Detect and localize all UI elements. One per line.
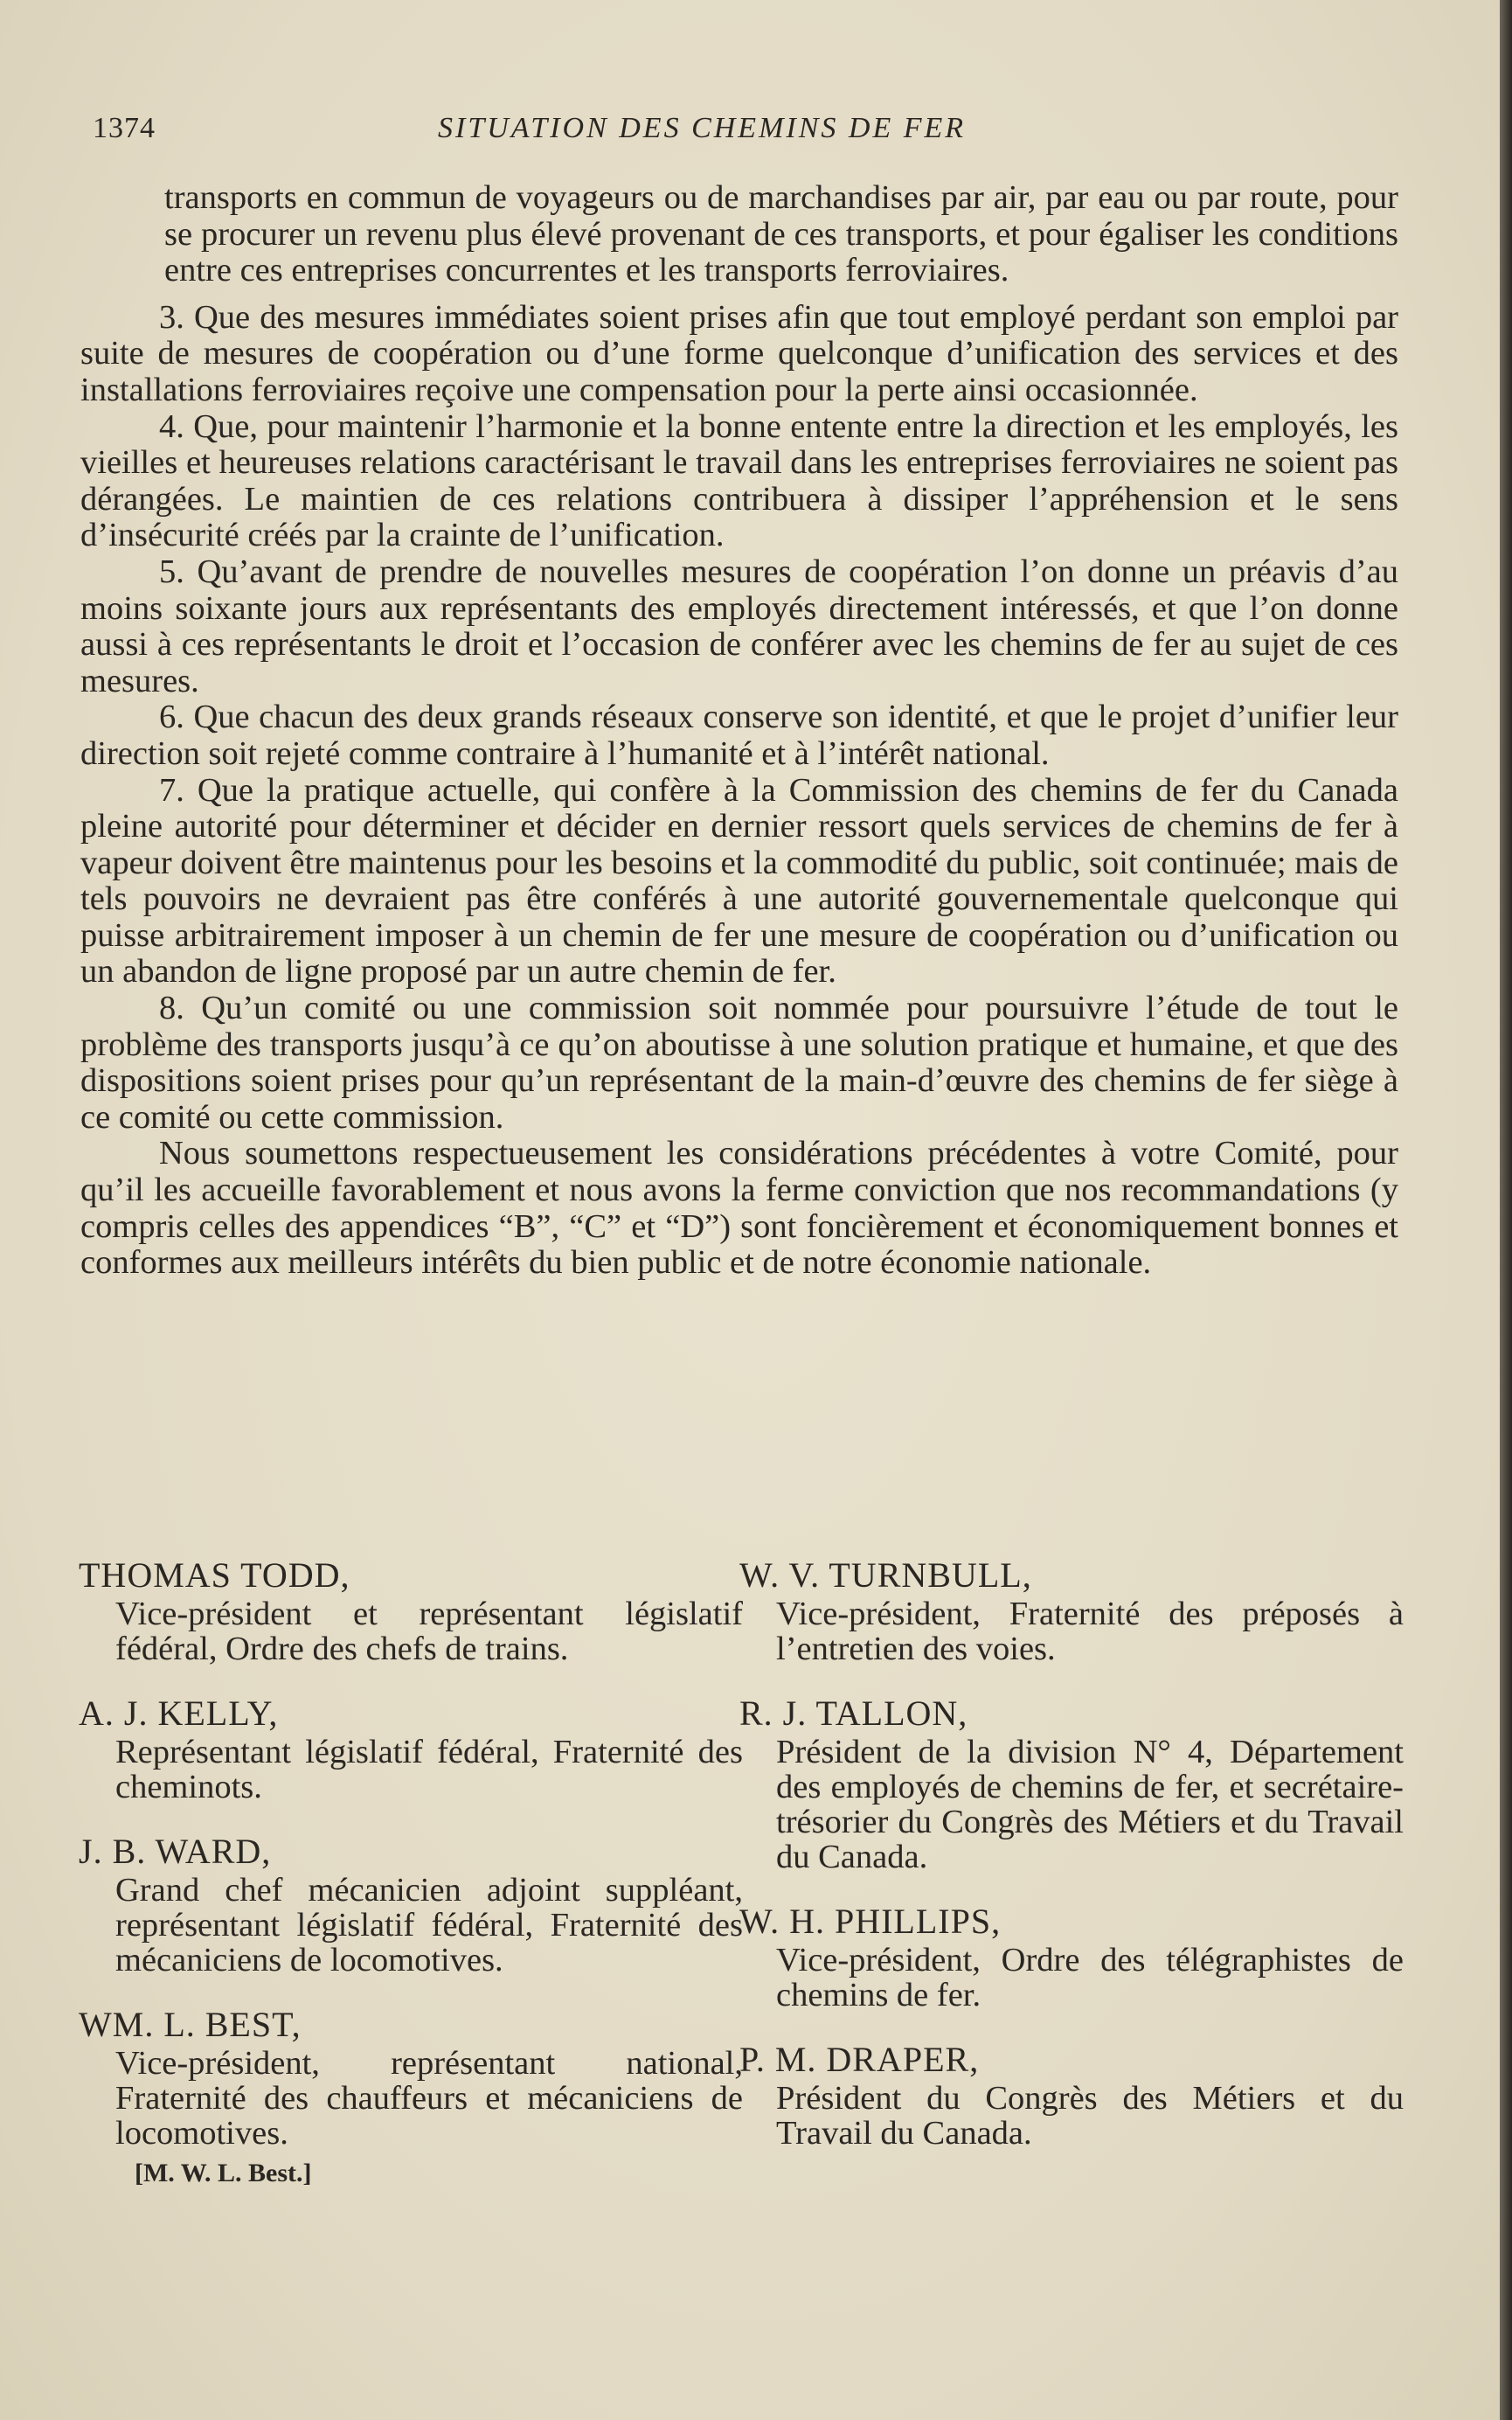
signatory-name: J. B. WARD, [79, 1832, 272, 1871]
signature-block [739, 1555, 1404, 1667]
signatory-name: P. M. DRAPER, [739, 2040, 980, 2079]
page-edge-shadow [1500, 0, 1512, 2420]
signature-block [739, 2042, 1404, 2151]
signatory-name: W. V. TURNBULL, [739, 1555, 1032, 1595]
signature-block [79, 2007, 743, 2191]
signatory-name: WM. L. BEST, [79, 2005, 302, 2044]
signatory-name: W. H. PHILLIPS, [739, 1902, 1002, 1941]
signatory-title: Président du Congrès des Métiers et du Travail du Canada. [776, 2080, 1404, 2152]
signatory-title: Vice-président, représentant national, Fraternité des chauffeurs et mécaniciens de locomotives. [115, 2045, 743, 2152]
signatory-title: Vice-président et représentant législatif fédéral, Ordre des chefs de trains. [115, 1596, 743, 1667]
paragraph-item-6: 6. Que chacun des deux grands réseaux conserve son identité, et que le projet d’unifier leur direction soit rejeté comme contraire à l’humanité et à l’intérêt national. [80, 699, 1398, 772]
paragraph-continuation: transports en commun de voyageurs ou de marchandises par air, par eau ou par route, pour se procurer un revenu plus élevé provenant de ces transports, et pour égaliser les conditions entre ces entreprises concurrentes et les transports ferroviaires. [164, 179, 1398, 289]
paragraph-item-3: 3. Que des mesures immédiates soient prises afin que tout employé perdant son emploi par suite de mesures de coopération ou d’une forme quelconque d’unification des services et des installations ferroviaires reçoive une compensation pour la perte ainsi occasionnée. [80, 298, 1398, 408]
signatures-left-column [79, 1555, 743, 2221]
signature-block [739, 1693, 1404, 1875]
paragraph-item-4: 4. Que, pour maintenir l’harmonie et la bonne entente entre la direction et les employés, les vieilles et heureuses relations caractérisant le travail dans les entreprises ferroviaires ne soient pas dérangées. Le maintien de ces relations contribuera à dissiper l’appréhension et le sens d’insécurité créés par la crainte de l’unification. [80, 407, 1398, 554]
paragraph-conclusion: Nous soumettons respectueusement les considérations précédentes à votre Comité, pour qu’il les accueille favorablement et nous avons la ferme conviction que nos recommandations (y compris celles des appendices “B”, “C” et “D”) sont foncièrement et économiquement bonnes et conformes aux meilleurs intérêts du bien public et de notre économie nationale. [80, 1135, 1398, 1282]
paragraph-item-8: 8. Qu’un comité ou une commission soit nommée pour poursuivre l’étude de tout le problème des transports jusqu’à ce qu’on aboutisse à une solution pratique et humaine, et que des dispositions soient prises pour qu’un représentant de la main-d’œuvre des chemins de fer siège à ce comité ou cette commission. [80, 990, 1398, 1136]
paragraph-item-7: 7. Que la pratique actuelle, qui confère à la Commission des chemins de fer du Canada pleine autorité pour déterminer et décider en dernier ressort quels services de chemins de fer à vapeur doivent être maintenus pour les besoins et la commodité du public, soit continuée; mais de tels pouvoirs ne devraient pas être conférés à une autorité gouvernementale quelconque qui puisse arbitrairement imposer à un chemin de fer une mesure de coopération ou d’unification ou un abandon de ligne proposé par un autre chemin de fer. [80, 771, 1398, 991]
signatory-name: THOMAS TODD, [79, 1555, 350, 1595]
signatory-title: Grand chef mécanicien adjoint suppléant, représentant législatif fédéral, Fraternité des mécaniciens de locomotives. [115, 1872, 743, 1978]
signature-block [79, 1693, 743, 1805]
signatory-title: Vice-président, Ordre des télégraphistes de chemins de fer. [776, 1942, 1404, 2013]
speaker-note: [M. W. L. Best.] [135, 2159, 312, 2187]
signatory-title: Président de la division N° 4, Département des employés de chemins de fer, et secrétaire-trésorier du Congrès des Métiers et du Travail du Canada. [776, 1734, 1404, 1875]
body-text [80, 180, 1398, 1282]
running-title: SITUATION DES CHEMINS DE FER [438, 112, 967, 144]
signature-block [79, 1555, 743, 1667]
page-header [93, 112, 1409, 156]
paragraph-item-5: 5. Qu’avant de prendre de nouvelles mesures de coopération l’on donne un préavis d’au moins soixante jours aux représentants des employés directement intéressés, et que l’on donne aussi à ces représentants le droit et l’occasion de conférer avec les chemins de fer au sujet de ces mesures. [80, 553, 1398, 699]
signature-block [79, 1834, 743, 1978]
signatory-name: R. J. TALLON, [739, 1693, 968, 1733]
signature-block [739, 1904, 1404, 2013]
signatory-title: Vice-président, Fraternité des préposés à l’entretien des voies. [776, 1596, 1404, 1667]
page-number: 1374 [93, 112, 156, 144]
signatory-name: A. J. KELLY, [79, 1693, 279, 1733]
signatures-right-column [739, 1555, 1404, 2180]
signatory-title: Représentant législatif fédéral, Fraternité des cheminots. [115, 1734, 743, 1805]
